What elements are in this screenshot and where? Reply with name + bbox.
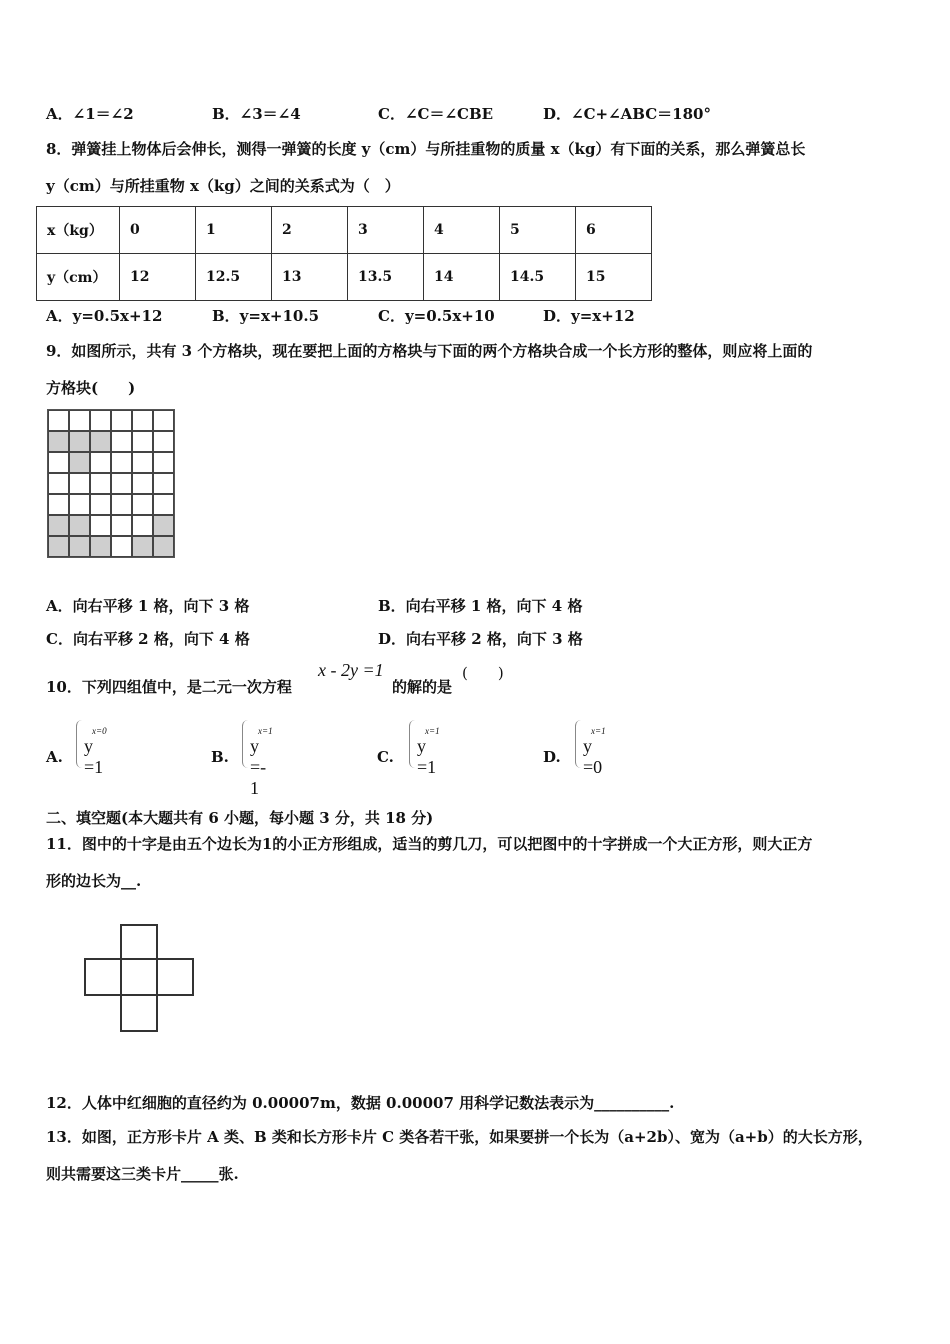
q9-option-d: D．向右平移 2 格，向下 3 格 (378, 630, 583, 648)
grid-cell (132, 410, 153, 431)
grid-cell (132, 473, 153, 494)
q7-option-b: B．∠3＝∠4 (212, 105, 301, 123)
grid-cell (111, 431, 132, 452)
grid-cell (153, 473, 174, 494)
x-value: x=1 (591, 726, 606, 736)
table-cell: y（cm） (37, 254, 120, 301)
table-cell: 3 (348, 207, 424, 254)
table-row (37, 254, 652, 301)
grid-cell-shaded (69, 431, 90, 452)
table-cell: x（kg） (37, 207, 120, 254)
grid-cell-shaded (69, 536, 90, 557)
q8-option-b: B．y=x+10.5 (212, 307, 320, 325)
q9-option-b: B．向右平移 1 格，向下 4 格 (378, 597, 583, 615)
q9-option-a: A．向右平移 1 格，向下 3 格 (46, 597, 250, 615)
q8-option-a: A．y=0.5x+12 (46, 307, 163, 325)
q10-prefix: 10．下列四组值中，是二元一次方程 (46, 678, 292, 696)
q8-text-line1: 8．弹簧挂上物体后会伸长，测得一弹簧的长度 y（cm）与所挂重物的质量 x（kg）有下面的关系，那么弹簧总长 (46, 140, 806, 158)
grid-cell (90, 410, 111, 431)
q7-option-a: A．∠1＝∠2 (46, 105, 134, 123)
grid-cell-shaded (90, 536, 111, 557)
grid-cell (111, 473, 132, 494)
q7-option-c: C．∠C＝∠CBE (378, 105, 494, 123)
q10-option-b-label: B. (211, 748, 229, 766)
x-value: x=1 (258, 726, 273, 736)
grid-cell (111, 515, 132, 536)
y-value: y =0 (583, 736, 603, 777)
grid-cell (153, 452, 174, 473)
grid-cell (90, 473, 111, 494)
section-2-heading: 二、填空题(本大题共有 6 小题，每小题 3 分，共 18 分) (46, 809, 434, 827)
grid-cell (48, 494, 69, 515)
y-value: y =1 (417, 736, 437, 777)
brace-icon (409, 720, 415, 768)
q10-suffix: 的解的是 (392, 678, 453, 696)
grid-cell (69, 410, 90, 431)
table-cell: 13 (272, 254, 348, 301)
x-value: x=1 (425, 726, 440, 736)
q9-text-line1: 9．如图所示，共有 3 个方格块，现在要把上面的方格块与下面的两个方格块合成一个长方形的整体，则应将上面的 (46, 342, 813, 360)
q8-text-line2: y（cm）与所挂重物 x（kg）之间的关系式为（ ） (46, 177, 400, 195)
grid-cell (69, 494, 90, 515)
table-cell: 13.5 (348, 254, 424, 301)
q10-answer-paren: ( ) (462, 664, 504, 682)
table-cell: 12 (120, 254, 196, 301)
q11-cross-figure (84, 922, 194, 1032)
q9-option-c: C．向右平移 2 格，向下 4 格 (46, 630, 250, 648)
grid-cell (48, 473, 69, 494)
q12-text: 12．人体中红细胞的直径约为 0.00007m，数据 0.00007 用科学记数法表示为__________. (46, 1094, 675, 1112)
brace-icon (575, 720, 581, 768)
grid-cell-shaded (132, 536, 153, 557)
grid-cell-shaded (90, 431, 111, 452)
brace-icon (242, 720, 248, 768)
table-cell: 0 (120, 207, 196, 254)
q10-option-a-label: A. (46, 748, 63, 766)
q9-text-line2: 方格块( ) (46, 379, 136, 397)
grid-cell (90, 515, 111, 536)
table-cell: 6 (576, 207, 652, 254)
q10-equation: x - 2y =1 (318, 660, 384, 680)
grid-cell-shaded (69, 515, 90, 536)
table-cell: 4 (424, 207, 500, 254)
grid-cell (111, 536, 132, 557)
table-cell: 12.5 (196, 254, 272, 301)
grid-cell (153, 431, 174, 452)
grid-cell (153, 410, 174, 431)
grid-cell-shaded (48, 515, 69, 536)
grid-cell-shaded (153, 515, 174, 536)
q8-option-d: D．y=x+12 (543, 307, 635, 325)
table-cell: 14.5 (500, 254, 576, 301)
table-row (37, 207, 652, 254)
y-value: y =- 1 (250, 736, 267, 798)
grid-cell-shaded (153, 536, 174, 557)
grid-cell (111, 452, 132, 473)
q10-option-c-label: C. (377, 748, 394, 766)
grid-cell (132, 515, 153, 536)
y-value: y =1 (84, 736, 104, 777)
q7-option-d: D．∠C+∠ABC＝180° (543, 105, 711, 123)
table-cell: 15 (576, 254, 652, 301)
grid-cell (132, 494, 153, 515)
cross-horizontal (84, 958, 194, 996)
grid-cell (69, 473, 90, 494)
grid-cell-shaded (48, 431, 69, 452)
table-cell: 2 (272, 207, 348, 254)
q11-text-line1: 11．图中的十字是由五个边长为1的小正方形组成，适当的剪几刀，可以把图中的十字拼成一个大正方形，则大正方 (46, 835, 813, 853)
table-cell: 1 (196, 207, 272, 254)
q13-text-line1: 13．如图，正方形卡片 A 类、B 类和长方形卡片 C 类各若干张，如果要拼一个长为（a+2b）、宽为（a+b）的大长方形， (46, 1128, 873, 1146)
grid-cell (90, 494, 111, 515)
grid-cell-shaded (69, 452, 90, 473)
grid-cell (132, 452, 153, 473)
grid-cell (132, 431, 153, 452)
brace-icon (76, 720, 82, 768)
q8-option-c: C．y=0.5x+10 (378, 307, 495, 325)
q8-data-table (36, 206, 652, 301)
q10-option-d-label: D. (543, 748, 561, 766)
grid-cell (111, 410, 132, 431)
table-cell: 14 (424, 254, 500, 301)
grid-cell (90, 452, 111, 473)
grid-cell (48, 452, 69, 473)
q11-text-line2: 形的边长为__. (46, 872, 142, 890)
x-value: x=0 (92, 726, 107, 736)
grid-cell (153, 494, 174, 515)
q13-text-line2: 则共需要这三类卡片_____张. (46, 1165, 239, 1183)
grid-cell-shaded (48, 536, 69, 557)
grid-cell (111, 494, 132, 515)
q9-grid-figure (47, 409, 175, 558)
table-cell: 5 (500, 207, 576, 254)
grid-cell (48, 410, 69, 431)
